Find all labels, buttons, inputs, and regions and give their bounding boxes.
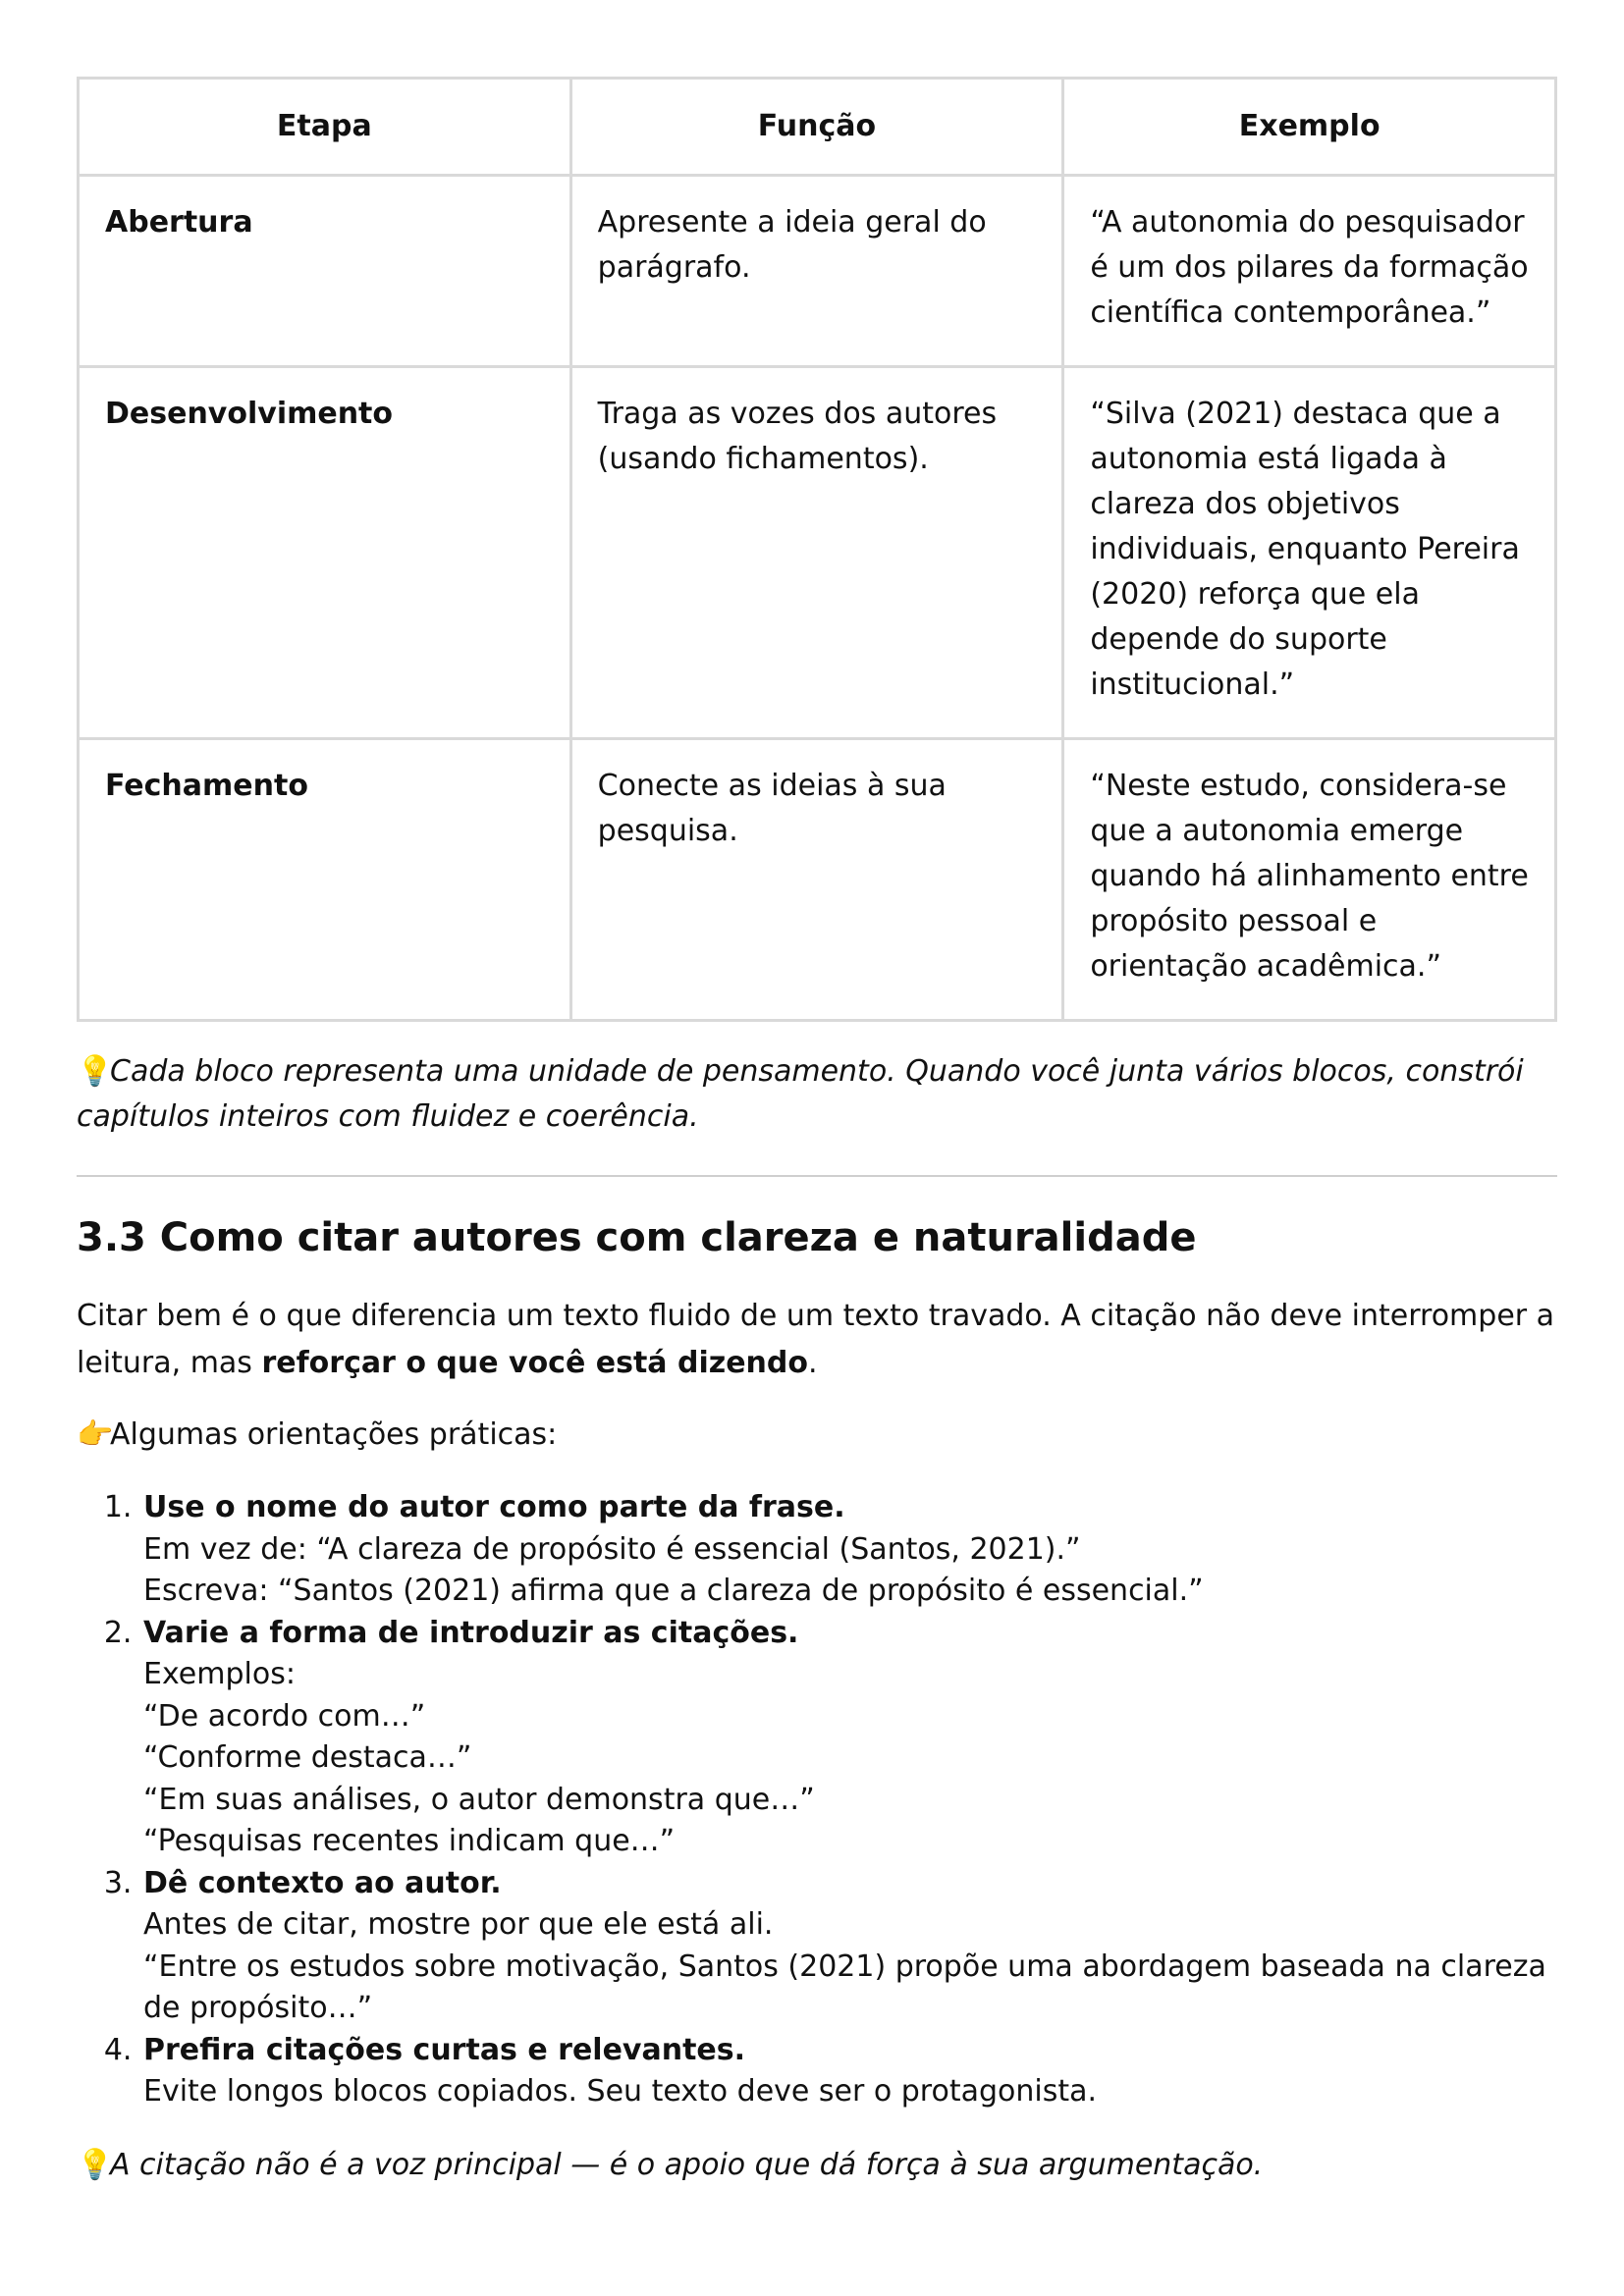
cell-funcao: Traga as vozes dos autores (usando fichamentos). [570,367,1063,739]
tip-note-text: Cada bloco representa uma unidade de pensamento. Quando você junta vários blocos, constrói capítulos inteiros com fluidez e coerência. [77,1054,1524,1134]
cell-etapa: Fechamento [79,739,571,1021]
intro-emphasis: reforçar o que você está dizendo [261,1346,808,1380]
table-header-row [79,79,1556,176]
intro-paragraph [77,1293,1557,1387]
tip-line: “De acordo com…” [143,1698,426,1734]
tip-line: “Pesquisas recentes indicam que…” [143,1824,676,1858]
tip-line: “Conforme destaca…” [143,1740,472,1775]
page-content [77,77,1557,2188]
tip-note [77,1049,1557,1140]
cell-etapa: Abertura [79,176,571,367]
intro-text: Citar bem é o que diferencia um texto fluido de um texto travado. A citação não deve interromper a leitura, mas [77,1299,1555,1380]
tip-line: “Em suas análises, o autor demonstra que…” [143,1782,815,1817]
table-row [79,176,1556,367]
tip-line: Exemplos: [143,1657,296,1691]
cell-exemplo: “Neste estudo, considera-se que a autonomia emerge quando há alinhamento entre propósito pessoal e orientação acadêmica.” [1063,739,1556,1021]
tip-line: Antes de citar, mostre por que ele está ali. [143,1907,774,1942]
list-item [141,1487,1557,1613]
tip-line: Em vez de: “A clareza de propósito é essencial (Santos, 2021).” [143,1531,1081,1567]
closing-note [77,2143,1557,2188]
list-item [141,2030,1557,2113]
cell-exemplo: “Silva (2021) destaca que a autonomia está ligada à clareza dos objetivos individuais, enquanto Pereira (2020) reforça que ela depende do suporte institucional.” [1063,367,1556,739]
header-exemplo: Exemplo [1063,79,1556,176]
tip-line: Escreva: “Santos (2021) afirma que a clareza de propósito é essencial.” [143,1574,1204,1608]
section-divider [77,1175,1557,1177]
tip-title: 3. Dê contexto ao autor. [143,1865,502,1900]
intro-period: . [808,1346,818,1380]
tip-line: “Entre os estudos sobre motivação, Santos (2021) propõe uma abordagem baseada na clareza de propósito…” [143,1949,1546,2025]
cell-etapa: Desenvolvimento [79,367,571,739]
section-heading: 3.3 Como citar autores com clareza e naturalidade [77,1215,1197,1260]
header-etapa: Etapa [79,79,571,176]
closing-note-text: A citação não é a voz principal — é o apoio que dá força à sua argumentação. [110,2147,1264,2182]
table-row [79,367,1556,739]
lightbulb-icon: 💡 [77,1054,114,1089]
tip-title: 4. Prefira citações curtas e relevantes. [143,2032,746,2067]
cell-funcao: Apresente a ideia geral do parágrafo. [570,176,1063,367]
list-item [141,1863,1557,2030]
stages-table [77,77,1557,1022]
tip-title: 1. Use o nome do autor como parte da frase. [143,1490,845,1524]
cell-exemplo: “A autonomia do pesquisador é um dos pilares da formação científica contemporânea.” [1063,176,1556,367]
header-funcao: Função [570,79,1063,176]
tip-title: 2. Varie a forma de introduzir as citações. [143,1615,799,1650]
cell-funcao: Conecte as ideias à sua pesquisa. [570,739,1063,1021]
lightbulb-icon: 💡 [77,2147,114,2182]
list-item [141,1613,1557,1863]
tip-line: Evite longos blocos copiados. Seu texto deve ser o protagonista. [143,2074,1098,2109]
tips-lead [77,1413,1557,1458]
table-row [79,739,1556,1021]
pointing-hand-icon: 👉 [77,1417,114,1452]
tips-list [77,1487,1557,2113]
tips-lead-text: Algumas orientações práticas: [110,1417,558,1452]
